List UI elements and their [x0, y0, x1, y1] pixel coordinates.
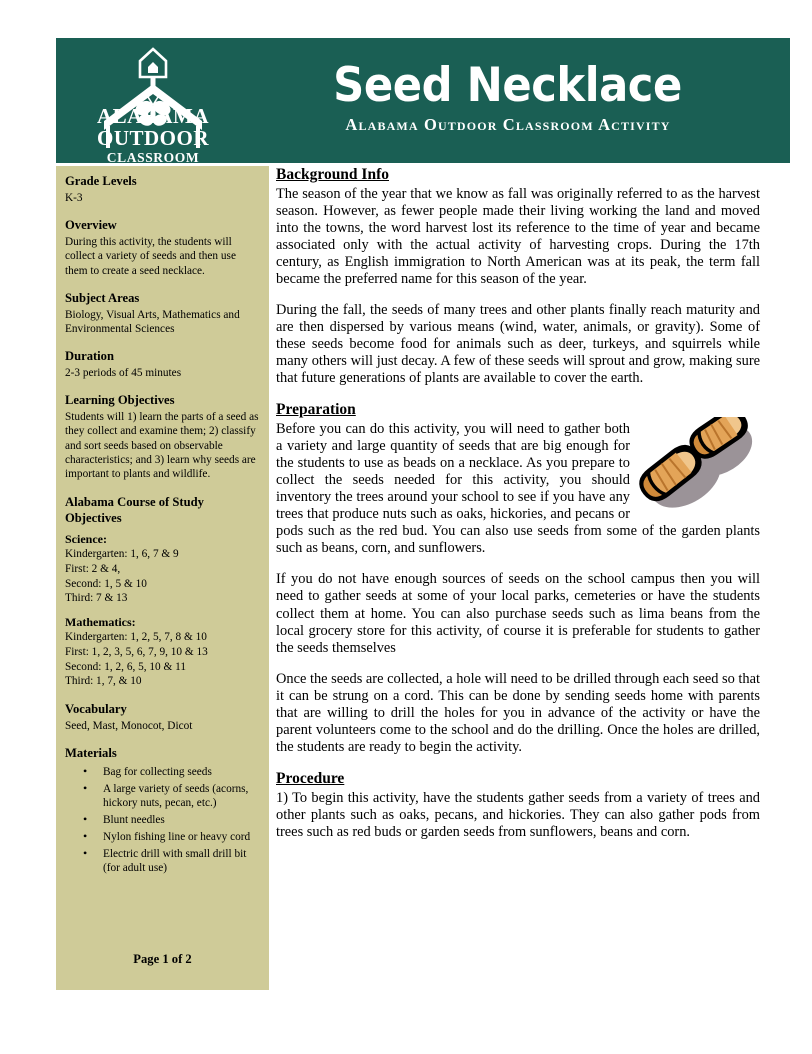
materials-heading: Materials — [65, 745, 117, 760]
duration-text: 2-3 periods of 45 minutes — [65, 367, 182, 379]
preparation-paragraph: Before you can do this activity, you will need to gather both a variety and large quantity of seeds that are big enough for the students to use as beads on a necklace. As you prepare to collect the seeds needed for this activity, you should inventory the trees around your school to see if you have any trees that produce nuts such as oaks, hickories, and pecans or pods such as the red bud. You can also use seeds from some of the garden plants such as beans, corn, and sunflowers. — [276, 420, 760, 557]
section-procedure — [276, 770, 760, 841]
logo-line-2: OUTDOOR — [96, 126, 209, 150]
vocabulary-heading: Vocabulary — [65, 701, 127, 716]
sidebar-section-duration — [65, 349, 259, 380]
procedure-heading: Procedure — [276, 770, 345, 787]
sidebar-section-grade-levels — [65, 174, 259, 205]
logo-line-1: ALABAMA — [97, 104, 209, 128]
sidebar-section-subject-areas — [65, 291, 259, 336]
list-item: • Blunt needles — [83, 813, 259, 827]
list-item: • A large variety of seeds (acorns, hickory nuts, pecan, etc.) — [83, 782, 259, 810]
mathematics-line: Kindergarten: 1, 2, 5, 7, 8 & 10 — [65, 631, 207, 644]
section-background-info — [276, 166, 760, 387]
preparation-paragraph: Once the seeds are collected, a hole will need to be drilled through each seed so that it can be strung on a cord. This can be done by sending seeds home with parents that are willing to drill the holes for you in advance of the activity or have the parent volunteers come to the school and do the drilling. Once the holes are drilled, the students are ready to begin the activity. — [276, 670, 760, 755]
acorn-icon — [638, 417, 760, 521]
page-number: Page 1 of 2 — [133, 952, 192, 967]
alabama-outdoor-classroom-logo — [94, 44, 212, 165]
sidebar-section-materials — [65, 746, 259, 876]
learning-objectives-text: Students will 1) learn the parts of a seed as they collect and examine them; 2) classify and sort seeds based on observable characteristics; and 3) learn why seeds are important to plants and wildlife. — [65, 411, 259, 481]
page-subtitle: Alabama Outdoor Classroom Activity — [345, 115, 671, 135]
list-item: • Bag for collecting seeds — [83, 765, 259, 779]
sidebar-section-course-of-study — [65, 495, 259, 689]
learning-objectives-heading: Learning Objectives — [65, 393, 175, 408]
preparation-paragraph: If you do not have enough sources of seeds on the school campus then you will need to gather seeds at some of your local parks, cemeteries or have the students collect them at home. You can also purchase seeds such as lima beans from the local grocery store for this activity, of course it is preferable for students to gather the seeds themselves — [276, 571, 760, 656]
grade-levels-heading: Grade Levels — [65, 174, 137, 188]
page-title: Seed Necklace — [333, 57, 683, 113]
logo-line-3: CLASSROOM — [106, 150, 200, 165]
sidebar — [56, 166, 269, 990]
mathematics-line: First: 1, 2, 3, 5, 6, 7, 9, 10 & 13 — [65, 645, 208, 658]
mathematics-line: Second: 1, 2, 6, 5, 10 & 11 — [65, 660, 187, 673]
vocabulary-text: Seed, Mast, Monocot, Dicot — [65, 719, 193, 732]
background-paragraph: The season of the year that we know as fall was originally referred to as the harvest season. However, as fewer people made their living working the land and moved into the towns, the word harvest lost its reference to the time of year and became associated only with the actual activity of harvesting crops. During the 17th century, as English immigration to North American was at its peak, the term fall became the preferred name for this season of the year. — [276, 185, 760, 287]
sidebar-section-learning-objectives — [65, 393, 259, 481]
background-info-heading: Background Info — [276, 166, 389, 183]
main-content — [276, 166, 760, 841]
materials-list — [65, 765, 259, 876]
course-of-study-heading: Alabama Course of Study Objectives — [65, 494, 204, 525]
section-preparation — [276, 401, 760, 756]
subject-areas-heading: Subject Areas — [65, 290, 140, 305]
subject-areas-text: Biology, Visual Arts, Mathematics and Environmental Sciences — [65, 308, 240, 335]
overview-text: During this activity, the students will collect a variety of seeds and then use them to create a seed necklace. — [65, 235, 236, 277]
grade-levels-text: K-3 — [65, 191, 83, 204]
acorns-illustration — [638, 417, 760, 521]
preparation-heading: Preparation — [276, 401, 356, 419]
sidebar-section-vocabulary — [65, 702, 259, 733]
science-line: Second: 1, 5 & 10 — [65, 577, 147, 590]
duration-heading: Duration — [65, 349, 114, 364]
science-line: Kindergarten: 1, 6, 7 & 9 — [65, 548, 179, 561]
list-item: • Nylon fishing line or heavy cord — [83, 830, 259, 844]
science-line: First: 2 & 4, — [65, 563, 121, 576]
mathematics-label: Mathematics: — [65, 615, 136, 630]
mathematics-line: Third: 1, 7, & 10 — [65, 675, 142, 688]
sidebar-section-overview — [65, 218, 259, 278]
science-label: Science: — [65, 532, 107, 547]
background-paragraph: During the fall, the seeds of many trees and other plants finally reach maturity and are then dispersed by various means (wind, water, animals, or gravity). Some of these seeds become food for animals such as deer, turkeys, and squirrels while many others will just decay. A few of these seeds will sprout and grow, making sure that future generations of plants are available to cover the earth. — [276, 301, 760, 387]
overview-heading: Overview — [65, 218, 117, 233]
science-line: Third: 7 & 13 — [65, 592, 128, 605]
document-header — [56, 38, 790, 163]
header-title-block — [236, 38, 780, 163]
list-item: • Electric drill with small drill bit (for adult use) — [83, 847, 259, 875]
procedure-paragraph: 1) To begin this activity, have the students gather seeds from a variety of trees and other plants such as oaks, pecans, and hickories. They can also gather pods from trees such as red buds or garden seeds from sunflowers, beans and corn. — [276, 789, 760, 840]
